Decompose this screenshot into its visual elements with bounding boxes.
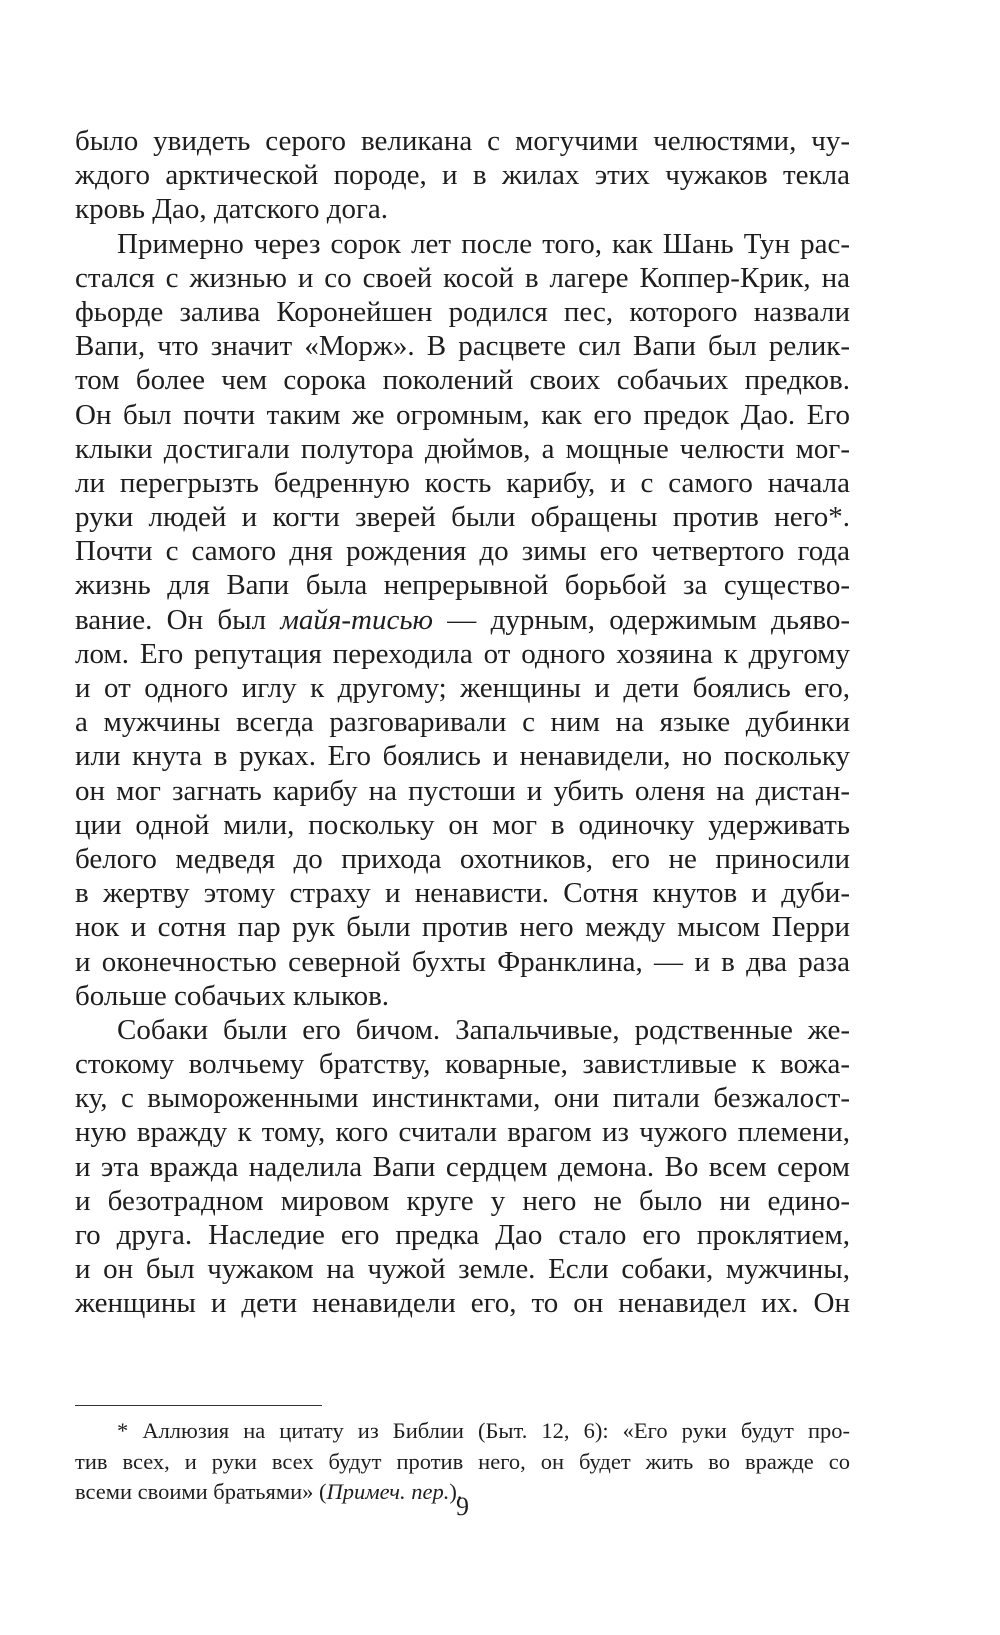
text-line: и безотрадном мировом круге у него не было ни едино- xyxy=(75,1184,850,1217)
text-line: белого медведя до прихода охотников, его не приносили xyxy=(75,842,850,875)
text-line: было увидеть серого великана с могучими челюстями, чу- xyxy=(75,125,850,157)
footnote-divider xyxy=(75,1405,322,1406)
text-line: ную вражду к тому, кого считали врагом из чужого племени, xyxy=(75,1116,850,1149)
text-line: кровь Дао, датского дога. xyxy=(75,193,388,226)
text-line: жизнь для Вапи была непрерывной борьбой за существо- xyxy=(75,569,850,602)
text-line: и от одного иглу к другому; женщины и дети боялись его, xyxy=(75,672,850,704)
text-line: том более чем сорока поколений своих собачьих предков. xyxy=(75,364,850,397)
text-line: го друга. Наследие его предка Дао стало его проклятием, xyxy=(75,1219,850,1251)
text-line: Вапи, что значит «Морж». В расцвете сил Вапи был релик- xyxy=(75,330,850,363)
text-line: больше собачьих клыков. xyxy=(75,979,390,1012)
text-line: лом. Его репутация переходила от одного хозяина к другому xyxy=(75,637,850,670)
text-line: клыки достигали полутора дюймов, а мощные челюсти мог- xyxy=(75,432,850,465)
text-segment: — дурным, одержимым дьяво- xyxy=(447,603,851,636)
italic-term: майя-тисью xyxy=(280,603,433,636)
text-line: и он был чужаком на чужой земле. Если собаки, мужчины, xyxy=(75,1253,850,1286)
text-line: стокому волчьему братству, коварные, завистливые к вожа- xyxy=(75,1048,850,1081)
text-line: ждого арктической породе, и в жилах этих чужаков текла xyxy=(75,159,850,192)
text-segment: всеми своими братьями» ( xyxy=(75,1479,327,1504)
text-line: или кнута в руках. Его боялись и ненавидели, но поскольку xyxy=(75,740,850,773)
text-line: женщины и дети ненавидели его, то он ненавидел их. Он xyxy=(75,1287,850,1320)
text-line: нок и сотня пар рук были против него между мысом Перри xyxy=(75,911,850,944)
text-line-with-italic xyxy=(75,603,850,637)
text-line: он мог загнать карибу на пустоши и убить оленя на дистан- xyxy=(75,774,850,807)
text-line: ции одной мили, поскольку он мог в одиночку удерживать xyxy=(75,808,850,841)
text-line: ку, с вымороженными инстинктами, они питали безжалост- xyxy=(75,1082,850,1115)
text-line: Примерно через сорок лет после того, как Шань Тун рас- xyxy=(117,227,850,260)
text-line: а мужчины всегда разговаривали с ним на языке дубинки xyxy=(75,706,850,739)
text-line: и эта вражда наделила Вапи сердцем демона. Во всем сером xyxy=(75,1150,850,1183)
text-line: и оконечностью северной бухты Франклина, — и в два раза xyxy=(75,945,850,978)
text-line: стался с жизнью и со своей косой в лагере Коппер-Крик, на xyxy=(75,261,850,294)
text-segment: вание. Он был xyxy=(75,603,267,636)
text-line: руки людей и когти зверей были обращены против него*. xyxy=(75,501,850,534)
italic-note: Примеч. пер. xyxy=(326,1479,450,1504)
text-line: фьорде залива Коронейшен родился пес, которого назвали xyxy=(75,295,850,328)
text-segment: ). xyxy=(449,1479,463,1504)
footnote-line: тив всех, и руки всех будут против него, он будет жить во вражде со xyxy=(75,1448,850,1474)
text-line: в жертву этому страху и ненависти. Сотня кнутов и дуби- xyxy=(75,877,850,910)
main-text xyxy=(75,124,850,1321)
footnote-line: * Аллюзия на цитату из Библии (Быт. 12, 6): «Его руки будут про- xyxy=(117,1418,850,1443)
text-line: Собаки были его бичом. Запальчивые, родственные же- xyxy=(117,1013,850,1046)
text-line: Почти с самого дня рождения до зимы его четвертого года xyxy=(75,535,850,568)
page-number: 9 xyxy=(456,1492,469,1521)
text-line: Он был почти таким же огромным, как его предок Дао. Его xyxy=(75,398,850,431)
text-line: ли перегрызть бедренную кость карибу, и с самого начала xyxy=(75,466,850,499)
